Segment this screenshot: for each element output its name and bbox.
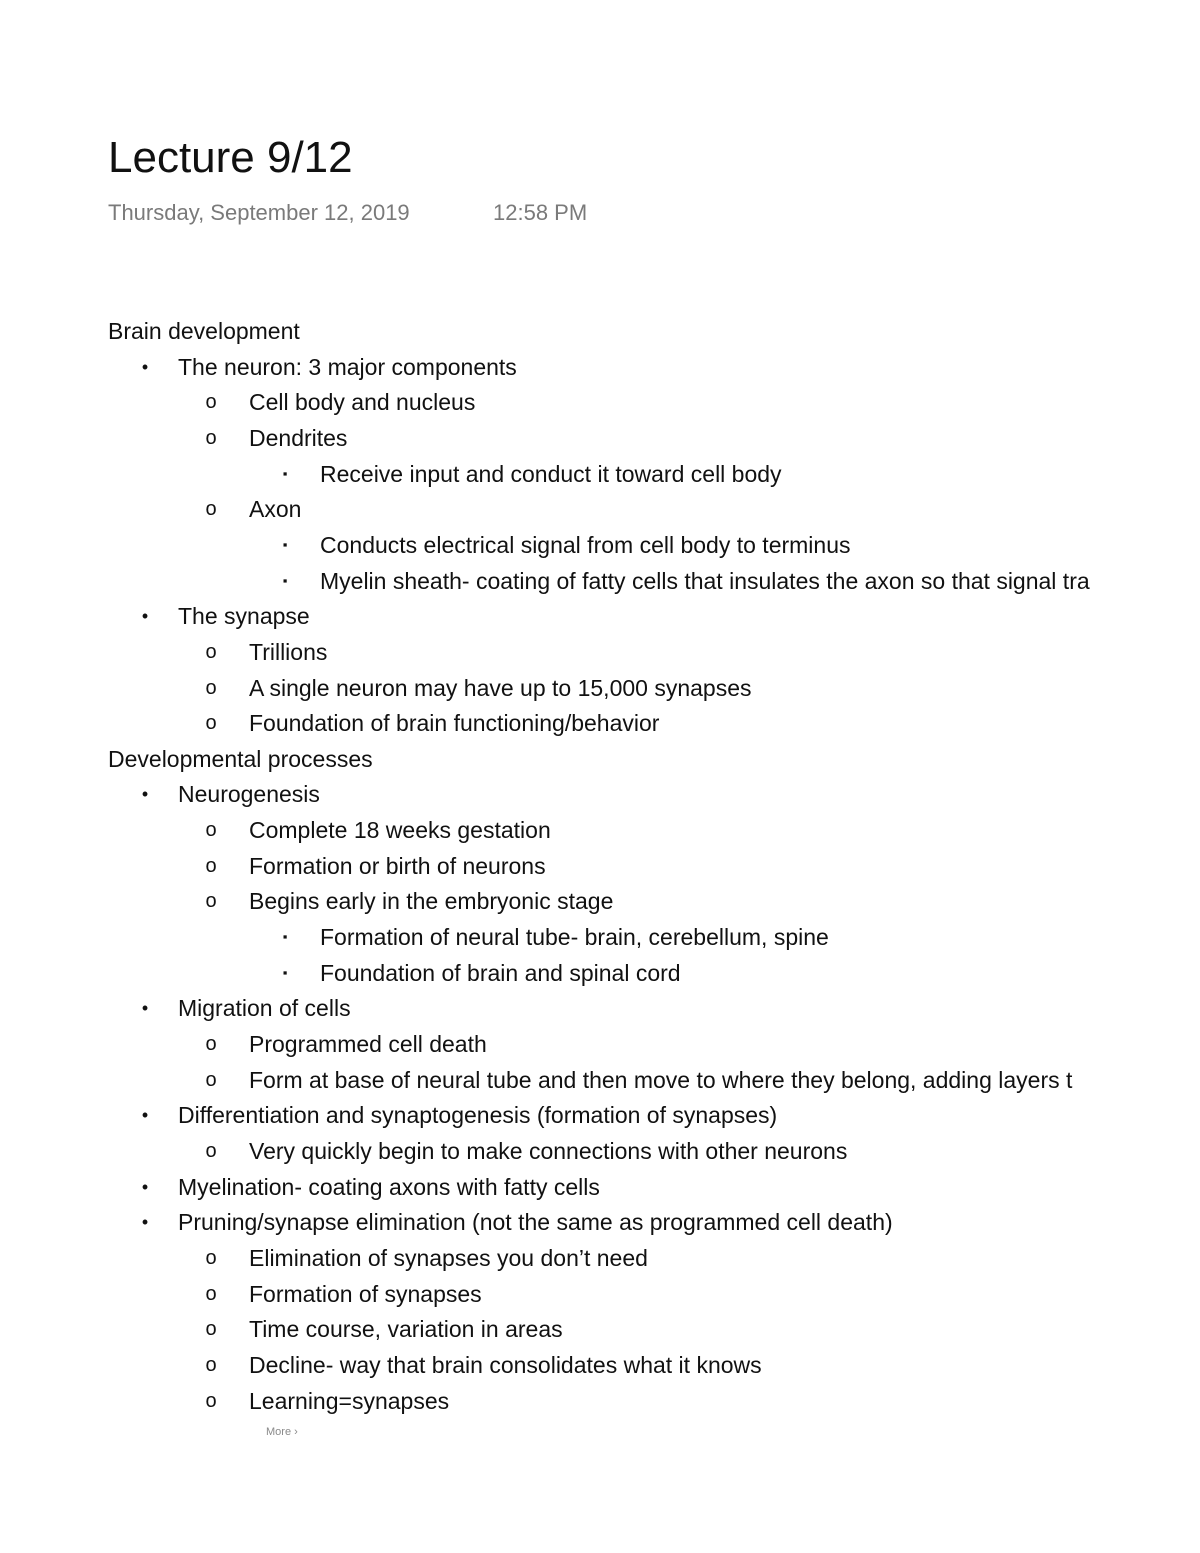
outline-item [0,990,1200,1026]
outline-item-text: Begins early in the embryonic stage [249,888,614,915]
bullet-circle-icon: o [205,640,217,663]
outline-item [0,1097,1200,1133]
bullet-circle-icon: o [205,854,217,877]
outline-item [0,1311,1200,1347]
note-date: Thursday, September 12, 2019 [108,200,410,225]
bullet-circle-icon: o [205,1033,217,1055]
bullet-circle-icon: o [205,1068,217,1091]
outline-item-text: Elimination of synapses you don’t need [249,1244,648,1271]
outline-item-text: Axon [249,496,302,523]
outline-item [0,812,1200,848]
outline-item [0,705,1200,741]
outline-item-text: Neurogenesis [178,781,320,808]
outline-item-text: Myelin sheath- coating of fatty cells that insulates the axon so that signal tra [320,567,1090,594]
section-heading [0,313,1200,349]
outline-item-text: Migration of cells [178,995,351,1022]
bullet-disc-icon: • [141,784,149,805]
outline-item [0,491,1200,527]
outline-item [0,598,1200,634]
bullet-square-icon: ▪ [282,536,288,552]
bullet-disc-icon: • [141,1212,149,1233]
bullet-circle-icon: o [205,1282,217,1305]
outline-item [0,919,1200,955]
outline-item-text: Receive input and conduct it toward cell body [320,460,782,487]
outline-item [0,1133,1200,1169]
outline-item-text: Very quickly begin to make connections with other neurons [249,1137,848,1164]
note-time: 12:58 PM [493,200,588,225]
bullet-circle-icon: o [205,819,217,842]
outline-item-text: Programmed cell death [249,1031,487,1057]
outline-item [0,1347,1200,1383]
bullet-circle-icon: o [205,1318,217,1341]
outline-item [0,955,1200,991]
outline-item-text: Learning=synapses [249,1387,450,1414]
outline-item [0,349,1200,385]
outline-item [0,563,1200,599]
outline-item-text: Developmental processes [108,745,373,772]
section-heading [0,741,1200,777]
bullet-circle-icon: o [205,1389,217,1412]
outline-item [0,848,1200,884]
outline-item [0,634,1200,670]
outline-item-text: Formation or birth of neurons [249,852,546,879]
outline-item-text: A single neuron may have up to 15,000 synapses [249,674,752,701]
outline-item [0,883,1200,919]
bullet-disc-icon: • [141,998,149,1019]
bullet-circle-icon: o [205,426,217,449]
bullet-square-icon: ▪ [282,964,288,980]
bullet-disc-icon: • [141,1176,149,1197]
bullet-circle-icon: o [205,1139,217,1162]
bullet-square-icon: ▪ [282,572,288,588]
outline-item-text: Foundation of brain and spinal cord [320,959,681,986]
bullet-circle-icon: o [205,498,217,521]
outline-item [0,1383,1200,1419]
bullet-circle-icon: o [205,391,217,414]
page-title: Lecture 9/12 [108,133,353,182]
bullet-square-icon: ▪ [282,465,288,481]
outline-item-text: Trillions [249,638,328,665]
outline-item-text: The synapse [178,603,310,630]
outline-item-text: Formation of neural tube- brain, cerebellum, spine [320,924,829,951]
outline-item-text: Myelination- coating axons with fatty cells [178,1173,600,1200]
outline-item-text: Conducts electrical signal from cell body to terminus [320,531,851,558]
outline-item-text: Form at base of neural tube and then move to where they belong, adding layers t [249,1066,1073,1093]
outline-item-text: Cell body and nucleus [249,389,476,416]
outline-item-text: Foundation of brain functioning/behavior [249,710,660,737]
outline-item-text: Differentiation and synaptogenesis (formation of synapses) [178,1102,778,1129]
outline-item [0,776,1200,812]
outline-item [0,1062,1200,1098]
outline-item-text: Brain development [108,318,300,344]
bullet-disc-icon: • [141,356,149,377]
outline-item [0,670,1200,706]
bullet-circle-icon: o [205,1246,217,1269]
outline-item [0,456,1200,492]
outline-item-text: Dendrites [249,424,348,451]
outline-item [0,420,1200,456]
outline-item-text: The neuron: 3 major components [178,353,517,380]
outline-item [0,1169,1200,1205]
bullet-disc-icon: • [141,606,149,627]
bullet-disc-icon: • [141,1105,149,1126]
outline-item [0,1204,1200,1240]
outline-item-text: Pruning/synapse elimination (not the same as programmed cell death) [178,1209,893,1236]
bullet-circle-icon: o [205,890,217,913]
outline-item-text: Formation of synapses [249,1280,482,1307]
outline-item [0,1026,1200,1062]
outline-item-text: Decline- way that brain consolidates what it knows [249,1351,762,1378]
more-link[interactable]: More › [266,1426,298,1438]
outline-item [0,1276,1200,1312]
outline-item [0,527,1200,563]
bullet-circle-icon: o [205,1353,217,1376]
bullet-square-icon: ▪ [282,929,288,945]
bullet-circle-icon: o [205,712,217,735]
outline-item-text: Complete 18 weeks gestation [249,817,551,844]
outline-item [0,1240,1200,1276]
bullet-circle-icon: o [205,676,217,699]
outline-item [0,384,1200,420]
outline-item-text: Time course, variation in areas [249,1316,563,1343]
